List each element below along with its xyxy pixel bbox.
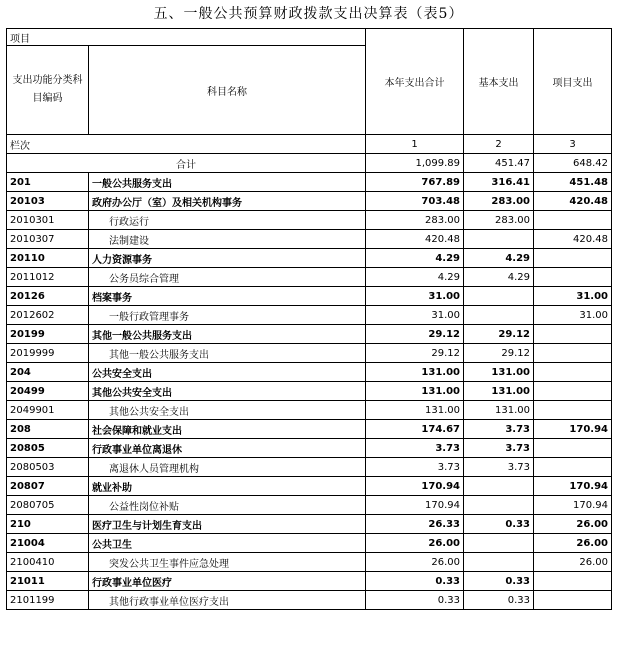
row-project bbox=[534, 211, 612, 230]
row-project: 31.00 bbox=[534, 306, 612, 325]
column-number-row bbox=[7, 135, 612, 154]
table-row bbox=[7, 287, 612, 306]
row-name: 离退休人员管理机构 bbox=[89, 458, 366, 477]
column-label: 栏次 bbox=[7, 135, 366, 154]
row-code: 2101199 bbox=[7, 591, 89, 610]
expenditure-table bbox=[6, 28, 612, 610]
row-project: 26.00 bbox=[534, 515, 612, 534]
row-total: 767.89 bbox=[366, 173, 464, 192]
row-name: 社会保障和就业支出 bbox=[89, 420, 366, 439]
row-total: 703.48 bbox=[366, 192, 464, 211]
row-name: 其他行政事业单位医疗支出 bbox=[89, 591, 366, 610]
row-project: 26.00 bbox=[534, 553, 612, 572]
row-project: 170.94 bbox=[534, 420, 612, 439]
column-3: 3 bbox=[534, 135, 612, 154]
row-name: 行政事业单位医疗 bbox=[89, 572, 366, 591]
row-basic: 3.73 bbox=[464, 458, 534, 477]
row-basic bbox=[464, 230, 534, 249]
sum-total: 1,099.89 bbox=[366, 154, 464, 173]
row-basic bbox=[464, 553, 534, 572]
table-row bbox=[7, 306, 612, 325]
row-project bbox=[534, 249, 612, 268]
row-project: 31.00 bbox=[534, 287, 612, 306]
row-total: 131.00 bbox=[366, 382, 464, 401]
row-code: 2080503 bbox=[7, 458, 89, 477]
row-basic: 3.73 bbox=[464, 439, 534, 458]
row-name: 突发公共卫生事件应急处理 bbox=[89, 553, 366, 572]
table-row bbox=[7, 458, 612, 477]
row-name: 公务员综合管理 bbox=[89, 268, 366, 287]
row-name: 其他一般公共服务支出 bbox=[89, 325, 366, 344]
header-basic: 基本支出 bbox=[464, 29, 534, 135]
table-row bbox=[7, 496, 612, 515]
row-basic: 283.00 bbox=[464, 211, 534, 230]
row-project bbox=[534, 572, 612, 591]
row-basic: 29.12 bbox=[464, 344, 534, 363]
table-row bbox=[7, 477, 612, 496]
row-code: 2019999 bbox=[7, 344, 89, 363]
row-name: 其他公共安全支出 bbox=[89, 401, 366, 420]
row-basic: 29.12 bbox=[464, 325, 534, 344]
row-name: 就业补助 bbox=[89, 477, 366, 496]
table-row bbox=[7, 572, 612, 591]
header-total: 本年支出合计 bbox=[366, 29, 464, 135]
header-project-row bbox=[7, 29, 612, 46]
sum-basic: 451.47 bbox=[464, 154, 534, 173]
table-row bbox=[7, 515, 612, 534]
row-code: 21011 bbox=[7, 572, 89, 591]
row-code: 2011012 bbox=[7, 268, 89, 287]
row-project bbox=[534, 344, 612, 363]
table-row bbox=[7, 268, 612, 287]
row-total: 174.67 bbox=[366, 420, 464, 439]
column-1: 1 bbox=[366, 135, 464, 154]
row-code: 2012602 bbox=[7, 306, 89, 325]
row-name: 公共卫生 bbox=[89, 534, 366, 553]
row-project: 170.94 bbox=[534, 496, 612, 515]
table-row bbox=[7, 363, 612, 382]
row-project: 420.48 bbox=[534, 230, 612, 249]
row-name: 法制建设 bbox=[89, 230, 366, 249]
table-row bbox=[7, 534, 612, 553]
row-code: 208 bbox=[7, 420, 89, 439]
row-project bbox=[534, 439, 612, 458]
row-project bbox=[534, 401, 612, 420]
row-basic: 0.33 bbox=[464, 591, 534, 610]
table-row bbox=[7, 344, 612, 363]
row-basic bbox=[464, 534, 534, 553]
row-name: 档案事务 bbox=[89, 287, 366, 306]
table-row bbox=[7, 192, 612, 211]
row-code: 2010307 bbox=[7, 230, 89, 249]
row-code: 20126 bbox=[7, 287, 89, 306]
row-basic: 131.00 bbox=[464, 382, 534, 401]
table-row bbox=[7, 382, 612, 401]
row-total: 170.94 bbox=[366, 496, 464, 515]
row-name: 一般公共服务支出 bbox=[89, 173, 366, 192]
table-row bbox=[7, 325, 612, 344]
row-total: 131.00 bbox=[366, 363, 464, 382]
row-total: 29.12 bbox=[366, 344, 464, 363]
row-code: 21004 bbox=[7, 534, 89, 553]
row-project: 451.48 bbox=[534, 173, 612, 192]
row-code: 2100410 bbox=[7, 553, 89, 572]
row-total: 31.00 bbox=[366, 287, 464, 306]
row-total: 131.00 bbox=[366, 401, 464, 420]
row-total: 170.94 bbox=[366, 477, 464, 496]
row-code: 20807 bbox=[7, 477, 89, 496]
row-project bbox=[534, 382, 612, 401]
table-row bbox=[7, 401, 612, 420]
row-total: 3.73 bbox=[366, 458, 464, 477]
row-project bbox=[534, 268, 612, 287]
row-code: 20499 bbox=[7, 382, 89, 401]
row-basic: 0.33 bbox=[464, 572, 534, 591]
row-code: 20199 bbox=[7, 325, 89, 344]
row-basic: 316.41 bbox=[464, 173, 534, 192]
table-row bbox=[7, 553, 612, 572]
row-basic bbox=[464, 477, 534, 496]
table-row bbox=[7, 249, 612, 268]
row-name: 政府办公厅（室）及相关机构事务 bbox=[89, 192, 366, 211]
row-code: 210 bbox=[7, 515, 89, 534]
row-name: 医疗卫生与计划生育支出 bbox=[89, 515, 366, 534]
row-name: 其他一般公共服务支出 bbox=[89, 344, 366, 363]
row-name: 行政运行 bbox=[89, 211, 366, 230]
row-code: 204 bbox=[7, 363, 89, 382]
row-total: 0.33 bbox=[366, 591, 464, 610]
header-name: 科目名称 bbox=[89, 46, 366, 135]
column-2: 2 bbox=[464, 135, 534, 154]
row-basic: 4.29 bbox=[464, 249, 534, 268]
table-row bbox=[7, 173, 612, 192]
table-row bbox=[7, 211, 612, 230]
row-total: 26.00 bbox=[366, 553, 464, 572]
row-total: 420.48 bbox=[366, 230, 464, 249]
row-project: 26.00 bbox=[534, 534, 612, 553]
table-row bbox=[7, 230, 612, 249]
row-basic bbox=[464, 306, 534, 325]
row-name: 公共安全支出 bbox=[89, 363, 366, 382]
row-code: 2049901 bbox=[7, 401, 89, 420]
row-basic: 131.00 bbox=[464, 401, 534, 420]
row-code: 2010301 bbox=[7, 211, 89, 230]
sum-row bbox=[7, 154, 612, 173]
table-row bbox=[7, 439, 612, 458]
header-project: 项目 bbox=[7, 29, 366, 46]
row-total: 31.00 bbox=[366, 306, 464, 325]
row-name: 人力资源事务 bbox=[89, 249, 366, 268]
row-total: 283.00 bbox=[366, 211, 464, 230]
row-code: 20103 bbox=[7, 192, 89, 211]
row-basic bbox=[464, 287, 534, 306]
row-basic: 0.33 bbox=[464, 515, 534, 534]
row-project: 420.48 bbox=[534, 192, 612, 211]
row-code: 201 bbox=[7, 173, 89, 192]
table-title: 五、一般公共预算财政拨款支出决算表（表5） bbox=[153, 6, 464, 22]
row-total: 4.29 bbox=[366, 249, 464, 268]
row-basic: 3.73 bbox=[464, 420, 534, 439]
header-code: 支出功能分类科目编码 bbox=[7, 46, 89, 135]
row-project: 170.94 bbox=[534, 477, 612, 496]
row-name: 一般行政管理事务 bbox=[89, 306, 366, 325]
table-row bbox=[7, 420, 612, 439]
row-total: 26.33 bbox=[366, 515, 464, 534]
row-basic: 4.29 bbox=[464, 268, 534, 287]
row-project bbox=[534, 591, 612, 610]
row-project bbox=[534, 363, 612, 382]
header-project-expense: 项目支出 bbox=[534, 29, 612, 135]
row-total: 4.29 bbox=[366, 268, 464, 287]
row-name: 其他公共安全支出 bbox=[89, 382, 366, 401]
row-project bbox=[534, 325, 612, 344]
sum-project: 648.42 bbox=[534, 154, 612, 173]
row-code: 20805 bbox=[7, 439, 89, 458]
row-project bbox=[534, 458, 612, 477]
row-basic bbox=[464, 496, 534, 515]
row-name: 公益性岗位补贴 bbox=[89, 496, 366, 515]
row-total: 26.00 bbox=[366, 534, 464, 553]
row-code: 2080705 bbox=[7, 496, 89, 515]
row-basic: 283.00 bbox=[464, 192, 534, 211]
row-code: 20110 bbox=[7, 249, 89, 268]
row-total: 0.33 bbox=[366, 572, 464, 591]
row-total: 3.73 bbox=[366, 439, 464, 458]
row-total: 29.12 bbox=[366, 325, 464, 344]
table-row bbox=[7, 591, 612, 610]
row-basic: 131.00 bbox=[464, 363, 534, 382]
sum-label: 合计 bbox=[7, 154, 366, 173]
row-name: 行政事业单位离退休 bbox=[89, 439, 366, 458]
